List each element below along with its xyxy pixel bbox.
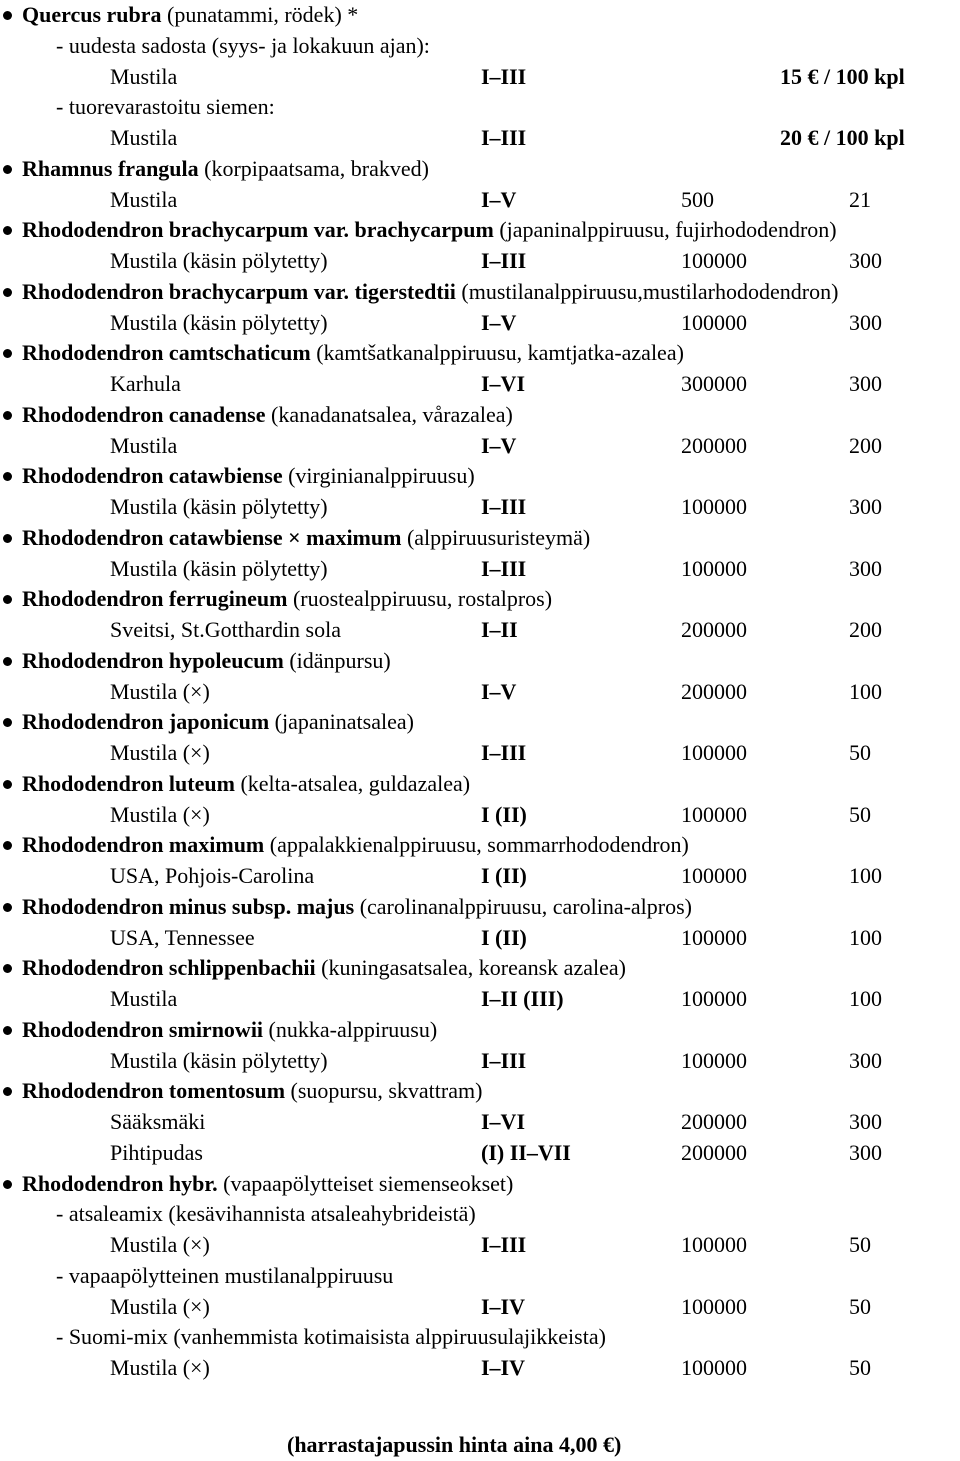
species-name: Rhododendron catawbiense × maximum — [22, 524, 402, 550]
bullet-icon — [3, 411, 12, 420]
seed-lot-row — [0, 1046, 960, 1076]
seeds-per-gram-cell: 100000 — [681, 1232, 747, 1257]
species-heading — [0, 1076, 960, 1106]
seeds-per-gram-cell: 100000 — [681, 1047, 747, 1073]
species-title — [22, 338, 684, 368]
bullet-icon — [3, 718, 12, 727]
hardiness-zone-cell: I–IV — [481, 1293, 526, 1319]
species-name: Rhamnus frangula — [22, 155, 199, 181]
origin-cell: Mustila (käsin pölytetty) — [110, 555, 328, 581]
hardiness-zone-cell: I–III — [481, 494, 527, 519]
hardiness-zone-cell: I–III — [481, 555, 527, 581]
bullet-icon — [3, 1026, 12, 1035]
common-names: (mustilanalppiruusu,mustilarhododendron) — [455, 278, 839, 304]
species-title — [22, 584, 552, 614]
bullet-icon — [3, 780, 12, 789]
common-names: (alppiruusuristeymä) — [401, 524, 591, 550]
origin-cell: Sääksmäki — [110, 1109, 206, 1134]
seeds-per-gram-cell: 100000 — [681, 309, 747, 335]
hardiness-zone-cell: I–II (III) — [481, 986, 564, 1011]
species-title — [22, 277, 838, 307]
common-names: (vapaapölytteiset siemenseokset) — [217, 1170, 514, 1196]
sub-heading — [0, 31, 960, 61]
species-title — [22, 707, 414, 737]
seeds-per-gram-cell: 100000 — [681, 1355, 747, 1380]
origin-cell: Mustila — [110, 186, 178, 212]
seed-lot-row — [0, 1292, 960, 1322]
price-per-gram-cell: 100 — [849, 986, 882, 1011]
origin-cell: Mustila (käsin pölytetty) — [110, 248, 328, 273]
bullet-icon — [3, 903, 12, 912]
species-heading — [0, 0, 960, 30]
species-title — [22, 523, 590, 553]
seed-lot-row — [0, 492, 960, 522]
bullet-icon — [3, 841, 12, 850]
origin-cell: Karhula — [110, 371, 181, 396]
seed-lot-row — [0, 369, 960, 399]
common-names: (kamtšatkanalppiruusu, kamtjatka-azalea) — [310, 340, 684, 366]
seed-lot-row — [0, 1230, 960, 1260]
origin-cell: Mustila — [110, 125, 178, 150]
species-heading — [0, 830, 960, 860]
species-title — [22, 400, 513, 430]
sub-heading — [0, 92, 960, 122]
species-heading — [0, 523, 960, 553]
price-per-gram-cell: 300 — [849, 1109, 882, 1134]
species-title — [22, 1076, 482, 1106]
species-title — [22, 953, 626, 983]
seeds-per-gram-cell: 100000 — [681, 1293, 747, 1319]
common-names: (ruostealppiruusu, rostalpros) — [287, 586, 553, 612]
hardiness-zone-cell: I–VI — [481, 1109, 526, 1134]
hardiness-zone-cell: (I) II–VII — [481, 1139, 571, 1165]
seed-lot-row — [0, 1107, 960, 1137]
origin-cell: Mustila (×) — [110, 801, 210, 827]
seeds-per-gram-cell: 100000 — [681, 740, 747, 765]
common-names: (korpipaatsama, brakved) — [198, 155, 429, 181]
price-per-gram-cell: 100 — [849, 863, 882, 888]
seeds-per-gram-cell: 100000 — [681, 801, 747, 827]
sub-heading-text: - uudesta sadosta (syys- ja lokakuun ajan): — [56, 32, 430, 58]
species-heading — [0, 215, 960, 245]
origin-cell: Mustila (×) — [110, 740, 210, 765]
price-per-gram-cell: 50 — [849, 1293, 871, 1319]
price-per-gram-cell: 50 — [849, 801, 871, 827]
common-names: (japaninatsalea) — [269, 709, 414, 735]
seeds-per-gram-cell: 500 — [681, 186, 714, 212]
seeds-per-gram-cell: 100000 — [681, 924, 747, 950]
price-per-gram-cell: 300 — [849, 248, 882, 273]
sub-heading-text: - Suomi-mix (vanhemmista kotimaisista alppiruusulajikkeista) — [56, 1324, 606, 1350]
species-name: Rhododendron camtschaticum — [22, 340, 311, 366]
bullet-icon — [3, 165, 12, 174]
seed-lot-row — [0, 615, 960, 645]
common-names: (appalakkienalppiruusu, sommarrhododendron) — [264, 832, 689, 858]
species-title — [22, 215, 837, 245]
species-heading — [0, 769, 960, 799]
bullet-icon — [3, 1180, 12, 1189]
common-names: (suopursu, skvattram) — [285, 1078, 483, 1104]
species-title — [22, 769, 470, 799]
hobby-packet-price-note: (harrastajapussin hinta aina 4,00 €) — [287, 1432, 622, 1457]
species-title — [22, 646, 391, 676]
seed-lot-row — [0, 1353, 960, 1383]
hardiness-zone-cell: I–III — [481, 125, 527, 150]
origin-cell: Mustila — [110, 432, 178, 458]
seed-lot-row — [0, 308, 960, 338]
origin-cell: Mustila (käsin pölytetty) — [110, 1047, 328, 1073]
hardiness-zone-cell: I–III — [481, 63, 527, 89]
price-per-gram-cell: 21 — [849, 186, 871, 212]
seed-lot-row — [0, 861, 960, 891]
seed-lot-row — [0, 185, 960, 215]
bullet-icon — [3, 964, 12, 973]
seed-lot-row — [0, 431, 960, 461]
price-per-gram-cell: 300 — [849, 555, 882, 581]
seeds-per-gram-cell: 100000 — [681, 494, 747, 519]
seeds-per-gram-cell: 100000 — [681, 986, 747, 1011]
price-per-gram-cell: 300 — [849, 309, 882, 335]
species-heading — [0, 953, 960, 983]
common-names: (idänpursu) — [283, 647, 391, 673]
price-per-gram-cell: 300 — [849, 371, 882, 396]
bullet-icon — [3, 1087, 12, 1096]
species-name: Rhododendron tomentosum — [22, 1078, 286, 1104]
species-name: Rhododendron brachycarpum var. tigerstedtii — [22, 278, 456, 304]
species-heading — [0, 707, 960, 737]
species-title — [22, 0, 358, 30]
seed-lot-row — [0, 738, 960, 768]
seeds-per-gram-cell: 200000 — [681, 432, 747, 458]
bullet-icon — [3, 288, 12, 297]
species-heading — [0, 400, 960, 430]
hardiness-zone-cell: I–VI — [481, 371, 526, 396]
species-name: Rhododendron ferrugineum — [22, 586, 288, 612]
hardiness-zone-cell: I (II) — [481, 801, 527, 827]
species-name: Quercus rubra — [22, 2, 162, 27]
seed-lot-row — [0, 923, 960, 953]
price-per-gram-cell: 300 — [849, 494, 882, 519]
species-name: Rhododendron canadense — [22, 401, 266, 427]
species-heading — [0, 892, 960, 922]
seed-lot-row — [0, 677, 960, 707]
hardiness-zone-cell: I–IV — [481, 1355, 526, 1380]
hardiness-zone-cell: I–III — [481, 1047, 527, 1073]
price-per-gram-cell: 100 — [849, 924, 882, 950]
species-name: Rhododendron hybr. — [22, 1170, 218, 1196]
common-names: (kanadanatsalea, vårazalea) — [265, 401, 513, 427]
origin-cell: Mustila (×) — [110, 1232, 210, 1257]
origin-cell: Mustila — [110, 986, 178, 1011]
sub-heading-text: - tuorevarastoitu siemen: — [56, 94, 275, 120]
species-name: Rhododendron catawbiense — [22, 463, 283, 489]
origin-cell: Mustila — [110, 63, 178, 89]
species-name: Rhododendron smirnowii — [22, 1016, 264, 1042]
bullet-icon — [3, 472, 12, 481]
price-per-gram-cell: 300 — [849, 1047, 882, 1073]
species-name: Rhododendron japonicum — [22, 709, 270, 735]
hardiness-zone-cell: I–II — [481, 617, 518, 642]
bullet-icon — [3, 226, 12, 235]
bullet-icon — [3, 11, 12, 20]
seed-lot-row — [0, 62, 960, 92]
common-names: (kuningasatsalea, koreansk azalea) — [315, 955, 626, 981]
seed-lot-row — [0, 800, 960, 830]
bullet-icon — [3, 595, 12, 604]
origin-cell: Sveitsi, St.Gotthardin sola — [110, 617, 341, 642]
price-per-gram-cell: 50 — [849, 740, 871, 765]
price-per-gram-cell: 200 — [849, 432, 882, 458]
sub-heading — [0, 1199, 960, 1229]
sub-heading-text: - atsaleamix (kesävihannista atsaleahybrideistä) — [56, 1201, 476, 1227]
species-name: Rhododendron minus subsp. majus — [22, 893, 355, 919]
sub-heading-text: - vapaapölytteinen mustilanalppiruusu — [56, 1262, 394, 1288]
hardiness-zone-cell: I–V — [481, 432, 517, 458]
seeds-per-gram-cell: 200000 — [681, 1139, 747, 1165]
origin-cell: Pihtipudas — [110, 1139, 203, 1165]
origin-cell: Mustila (käsin pölytetty) — [110, 494, 328, 519]
common-names: (punatammi, rödek) * — [161, 2, 359, 27]
species-name: Rhododendron maximum — [22, 832, 265, 858]
sub-heading — [0, 1322, 960, 1352]
hardiness-zone-cell: I–III — [481, 1232, 527, 1257]
origin-cell: Mustila (käsin pölytetty) — [110, 309, 328, 335]
price-cell: 15 € / 100 kpl — [780, 63, 905, 89]
common-names: (japaninalppiruusu, fujirhododendron) — [493, 217, 837, 243]
hardiness-zone-cell: I–V — [481, 186, 517, 212]
bullet-icon — [3, 534, 12, 543]
sub-heading — [0, 1261, 960, 1291]
species-name: Rhododendron hypoleucum — [22, 647, 284, 673]
seeds-per-gram-cell: 100000 — [681, 863, 747, 888]
origin-cell: Mustila (×) — [110, 1355, 210, 1380]
seed-lot-row — [0, 984, 960, 1014]
common-names: (virginianalppiruusu) — [282, 463, 475, 489]
hardiness-zone-cell: I (II) — [481, 924, 527, 950]
species-heading — [0, 1015, 960, 1045]
hardiness-zone-cell: I (II) — [481, 863, 527, 888]
seed-lot-row — [0, 123, 960, 153]
species-title — [22, 461, 475, 491]
hardiness-zone-cell: I–III — [481, 740, 527, 765]
species-heading — [0, 154, 960, 184]
species-name: Rhododendron schlippenbachii — [22, 955, 316, 981]
seeds-per-gram-cell: 100000 — [681, 248, 747, 273]
price-per-gram-cell: 100 — [849, 678, 882, 704]
common-names: (kelta-atsalea, guldazalea) — [234, 770, 471, 796]
species-name: Rhododendron luteum — [22, 770, 235, 796]
species-title — [22, 154, 429, 184]
species-title — [22, 1169, 513, 1199]
hardiness-zone-cell: I–III — [481, 248, 527, 273]
common-names: (carolinanalppiruusu, carolina-alpros) — [354, 893, 692, 919]
seed-lot-row — [0, 1138, 960, 1168]
species-heading — [0, 277, 960, 307]
species-title — [22, 892, 692, 922]
bullet-icon — [3, 657, 12, 666]
price-per-gram-cell: 50 — [849, 1232, 871, 1257]
origin-cell: Mustila (×) — [110, 678, 210, 704]
bullet-icon — [3, 349, 12, 358]
seeds-per-gram-cell: 200000 — [681, 1109, 747, 1134]
price-cell: 20 € / 100 kpl — [780, 125, 905, 150]
hardiness-zone-cell: I–V — [481, 309, 517, 335]
species-heading — [0, 1169, 960, 1199]
seeds-per-gram-cell: 200000 — [681, 617, 747, 642]
hardiness-zone-cell: I–V — [481, 678, 517, 704]
price-per-gram-cell: 300 — [849, 1139, 882, 1165]
seeds-per-gram-cell: 100000 — [681, 555, 747, 581]
seed-lot-row — [0, 246, 960, 276]
species-heading — [0, 461, 960, 491]
seeds-per-gram-cell: 200000 — [681, 678, 747, 704]
origin-cell: Mustila (×) — [110, 1293, 210, 1319]
species-name: Rhododendron brachycarpum var. brachycarpum — [22, 217, 494, 243]
species-heading — [0, 584, 960, 614]
common-names: (nukka-alppiruusu) — [263, 1016, 438, 1042]
price-per-gram-cell: 50 — [849, 1355, 871, 1380]
origin-cell: USA, Tennessee — [110, 924, 255, 950]
species-title — [22, 1015, 437, 1045]
species-title — [22, 830, 689, 860]
species-heading — [0, 338, 960, 368]
price-per-gram-cell: 200 — [849, 617, 882, 642]
species-heading — [0, 646, 960, 676]
seed-lot-row — [0, 554, 960, 584]
seeds-per-gram-cell: 300000 — [681, 371, 747, 396]
origin-cell: USA, Pohjois-Carolina — [110, 863, 315, 888]
